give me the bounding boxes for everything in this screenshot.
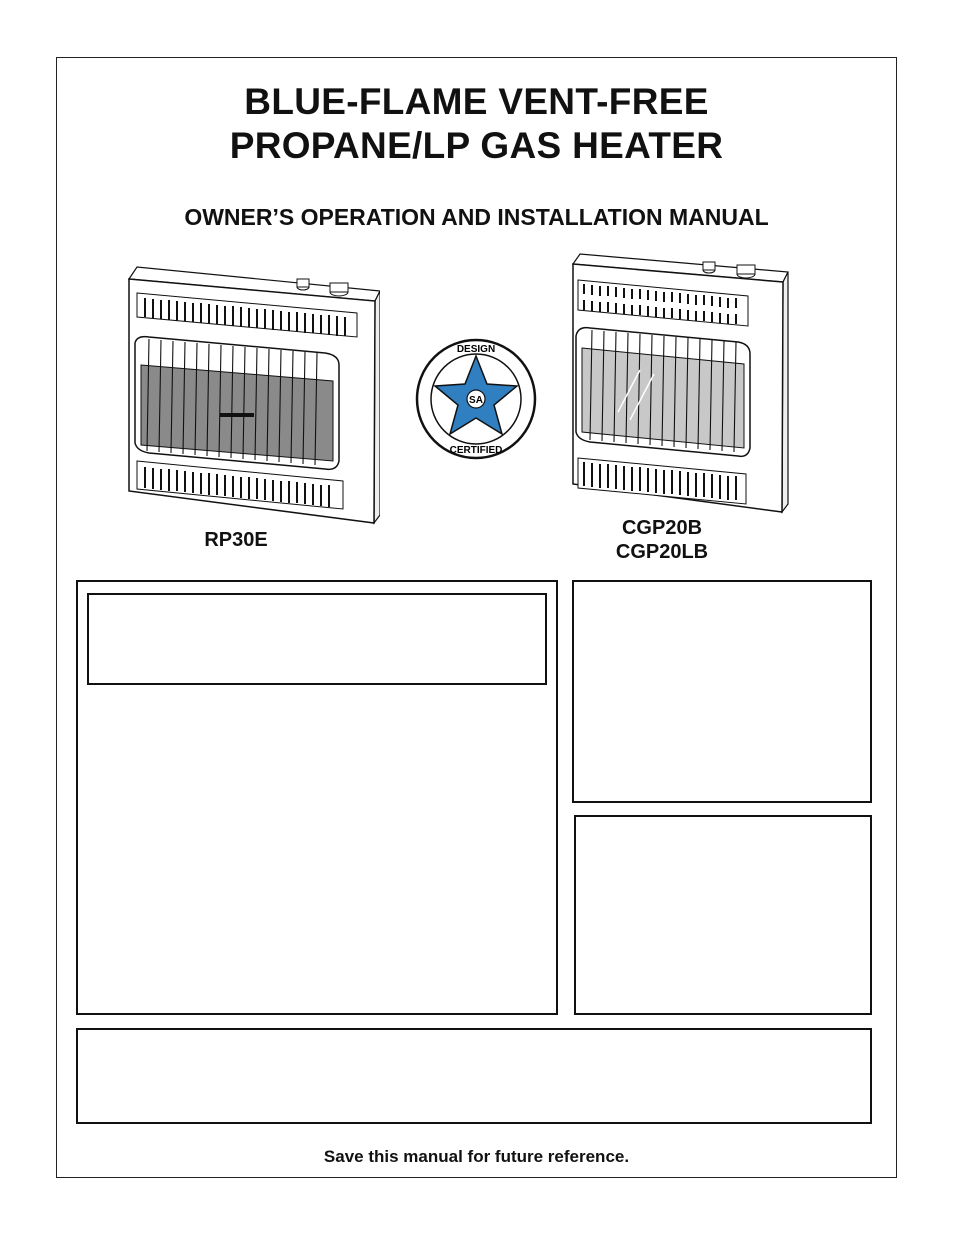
warning-box-inner bbox=[87, 593, 547, 685]
title-line-1: BLUE-FLAME VENT-FREE bbox=[244, 81, 709, 122]
model-label-right-2: CGP20LB bbox=[615, 541, 709, 563]
seal-top-text: DESIGN bbox=[456, 344, 496, 355]
model-label-right bbox=[592, 516, 732, 564]
footer-note: Save this manual for future reference. bbox=[323, 1147, 630, 1166]
seal-center-text: SA bbox=[469, 395, 483, 406]
heater-illustration-rp30e bbox=[125, 265, 380, 527]
seal-bottom-text: CERTIFIED bbox=[449, 445, 503, 456]
info-box-top-right bbox=[572, 580, 872, 803]
heater-illustration-cgp20b bbox=[570, 252, 790, 514]
model-label-left: RP30E bbox=[204, 529, 268, 551]
title-line-2: PROPANE/LP GAS HEATER bbox=[229, 125, 724, 166]
notice-box-wide bbox=[76, 1028, 872, 1124]
info-box-bottom-right bbox=[574, 815, 872, 1015]
design-certified-seal bbox=[415, 338, 537, 460]
model-label-right-1: CGP20B bbox=[621, 517, 703, 539]
document-subtitle: OWNER’S OPERATION AND INSTALLATION MANUAL bbox=[184, 204, 769, 230]
document-title bbox=[56, 80, 897, 168]
